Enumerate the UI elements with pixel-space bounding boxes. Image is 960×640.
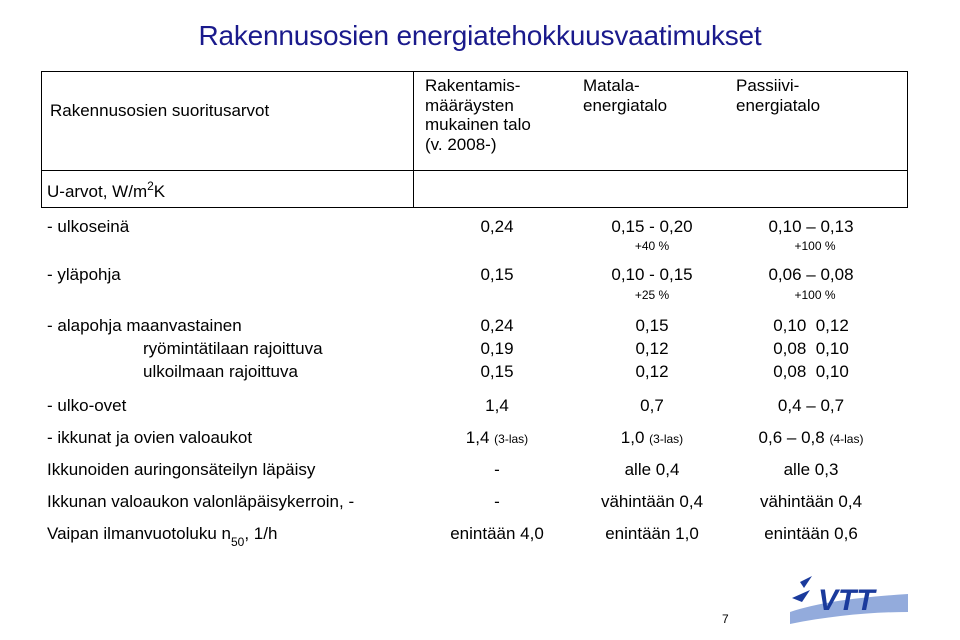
ulkoovet-building-code: 1,4 [485, 396, 509, 415]
lapaisy-low-energy: alle 0,4 [624, 460, 680, 479]
ylapohja-passive-percent: +100 % [794, 288, 836, 302]
row-label-alapohja-crawlspace: ryömintätilaan rajoittuva [143, 339, 323, 358]
ulkoseina-passive: 0,10 – 0,13 [768, 217, 854, 236]
vuotoluku-passive: enintään 0,6 [764, 524, 858, 543]
row-label-ulkoovet: - ulko-ovet [47, 396, 127, 415]
vtt-logo [790, 572, 910, 635]
vuotoluku-building-code: enintään 4,0 [450, 524, 544, 543]
alapohja-low-energy-1: 0,15 [635, 316, 669, 335]
row-label-ulkoseina: - ulkoseinä [47, 217, 130, 236]
row-label-ikkunat: - ikkunat ja ovien valoaukot [47, 428, 253, 447]
alapohja-building-code-2: 0,19 [480, 339, 514, 358]
alapohja-low-energy-3: 0,12 [635, 362, 669, 381]
ulkoovet-low-energy: 0,7 [640, 396, 664, 415]
header-col-low-energy: Matala- energiatalo [583, 76, 668, 115]
row-label-valonlapaisy: Ikkunan valoaukon valonläpäisykerroin, - [47, 492, 355, 511]
alapohja-passive-1: 0,10 0,12 [773, 316, 849, 335]
alapohja-low-energy-2: 0,12 [635, 339, 669, 358]
row-label-lapaisy: Ikkunoiden auringonsäteilyn läpäisy [47, 460, 316, 479]
valonlapaisy-low-energy: vähintään 0,4 [600, 492, 704, 511]
header-column-divider [413, 71, 414, 208]
ulkoovet-passive: 0,4 – 0,7 [777, 396, 845, 415]
ikkunat-low-energy: 1,0 (3-las) [620, 428, 684, 447]
ulkoseina-low-energy: 0,15 - 0,20 [611, 217, 693, 236]
ulkoseina-passive-percent: +100 % [794, 239, 836, 253]
header-col-passive: Passiivi- energiatalo [736, 76, 821, 115]
slide-title: Rakennusosien energiatehokkuusvaatimukset [198, 20, 762, 51]
lapaisy-passive: alle 0,3 [783, 460, 839, 479]
ylapohja-building-code: 0,15 [480, 265, 514, 284]
lapaisy-building-code: - [494, 460, 500, 479]
ylapohja-passive: 0,06 – 0,08 [768, 265, 854, 284]
ylapohja-low-energy: 0,10 - 0,15 [611, 265, 693, 284]
alapohja-passive-3: 0,08 0,10 [773, 362, 849, 381]
row-label-vuotoluku: Vaipan ilmanvuotoluku $n_{50}$, 1/h [47, 524, 278, 549]
row-label-alapohja: - alapohja maanvastainen [47, 316, 242, 335]
alapohja-building-code-3: 0,15 [480, 362, 514, 381]
alapohja-building-code-1: 0,24 [480, 316, 514, 335]
ylapohja-low-energy-percent: +25 % [634, 288, 670, 302]
vuotoluku-low-energy: enintään 1,0 [605, 524, 699, 543]
page-number: 7 [722, 612, 729, 626]
header-col-building-code: Rakentamis- määräysten mukainen talo (v. 2008-) [425, 76, 531, 154]
row-label-alapohja-outdoor: ulkoilmaan rajoittuva [143, 362, 298, 381]
row-label-ylapohja: - yläpohja [47, 265, 121, 284]
logo-mark-icon [800, 576, 812, 588]
valonlapaisy-passive: vähintään 0,4 [759, 492, 863, 511]
u-values-label: U-arvot, $W/m^2K$ [47, 179, 166, 201]
alapohja-passive-2: 0,08 0,10 [773, 339, 849, 358]
valonlapaisy-building-code: - [494, 492, 500, 511]
ikkunat-passive: 0,6 – 0,8 (4-las) [758, 428, 864, 447]
ulkoseina-low-energy-percent: +40 % [634, 239, 670, 253]
logo-text: VTT [818, 584, 875, 617]
header-row-label: Rakennusosien suoritusarvot [50, 101, 270, 120]
header-row-divider [41, 170, 908, 171]
ikkunat-building-code: 1,4 (3-las) [465, 428, 529, 447]
ulkoseina-building-code: 0,24 [480, 217, 514, 236]
